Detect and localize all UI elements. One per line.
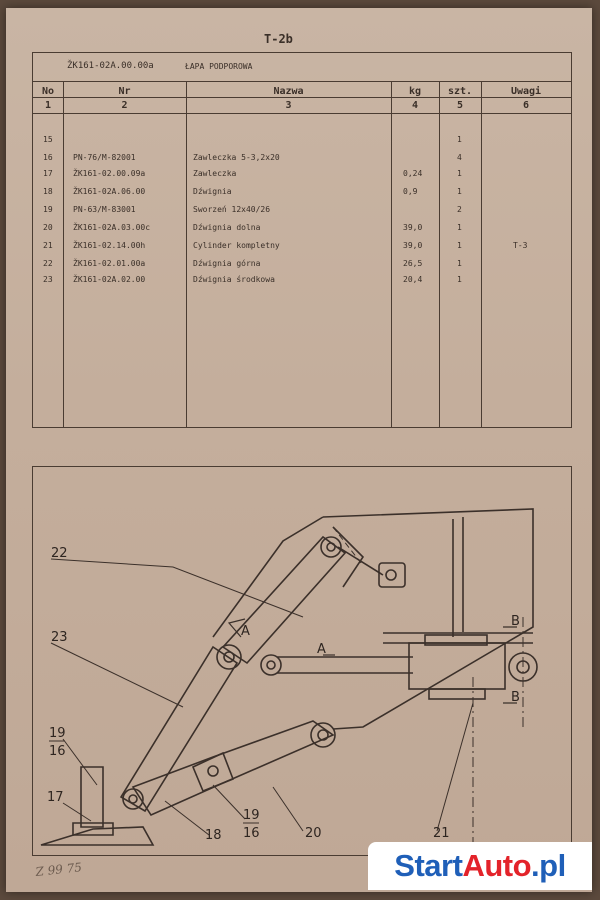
callout-16-lower: 16 [243,826,260,841]
cell-no: 20 [43,223,53,232]
startauto-logo [368,842,592,890]
cell-nazwa: Sworzeń 12x40/26 [193,205,271,214]
callout-18: 18 [205,828,222,843]
cell-szt: 1 [457,259,462,268]
handwriting-text: Z 99 75 [34,860,83,879]
outrigger-assembly-drawing [33,467,573,857]
callout-21: 21 [433,826,450,841]
cell-nazwa: Zawleczka 5-3,2x20 [193,153,280,162]
cell-nr: ŽK161-02A.03.00c [73,223,151,232]
cell-kg: 0,9 [403,187,418,196]
column-header-no: No [41,86,55,97]
callout-17: 17 [47,790,64,805]
cell-nr: ŽK161-02.14.00h [73,241,146,250]
column-divider [391,81,392,427]
cell-no: 15 [43,135,53,144]
callout-23: 23 [51,630,68,645]
frame-outline [323,509,533,729]
header-divider [33,113,571,114]
cell-no: 21 [43,241,53,250]
column-number: 4 [411,100,419,111]
cell-no: 16 [43,153,53,162]
callout-19-lower: 19 [243,808,260,823]
column-header-nazwa: Nazwa [273,86,304,97]
column-divider [186,81,187,427]
cell-szt: 4 [457,153,462,162]
cell-kg: 26,5 [403,259,423,268]
cell-nr: ŽK161-02A.06.00 [73,187,146,196]
logo-part-start: Start [394,848,463,883]
cell-szt: 1 [457,135,462,144]
cell-no: 19 [43,205,53,214]
column-divider [63,81,64,427]
cell-no: 23 [43,275,53,284]
section-mark-a: A [241,624,250,639]
assembly-code: ŽK161-02A.00.00a [67,61,154,71]
callout-22: 22 [51,546,68,561]
column-number: 5 [456,100,464,111]
cell-nazwa: Zawleczka [193,169,237,178]
cell-kg: 39,0 [403,223,423,232]
column-header-nr: Nr [118,86,131,97]
callout-20: 20 [305,826,322,841]
cell-no: 17 [43,169,53,178]
cell-szt: 1 [457,241,462,250]
document-page [6,8,592,892]
column-header-szt: szt. [447,86,473,97]
cell-szt: 1 [457,169,462,178]
cell-uwagi: T-3 [513,241,528,250]
cell-nazwa: Dźwignia środkowa [193,275,275,284]
cell-kg: 0,24 [403,169,423,178]
logo-part-domain: .pl [531,848,566,883]
column-header-kg: kg [408,86,422,97]
cylinder-body [409,643,505,689]
column-header-uwagi: Uwagi [510,86,542,97]
callout-16: 16 [49,744,66,759]
cell-nazwa: Dźwignia dolna [193,223,261,232]
callout-19: 19 [49,726,66,741]
cylinder-rod [277,657,413,673]
parts-table [32,52,572,428]
column-number: 2 [121,100,128,111]
column-number: 6 [522,100,530,111]
assembly-name: ŁAPA PODPOROWA [185,62,253,71]
handwritten-note [6,850,86,890]
middle-lever [121,647,237,811]
column-number: 3 [285,100,292,111]
cell-nr: ŽK161-02A.02.00 [73,275,146,284]
cell-kg: 39,0 [403,241,423,250]
cell-no: 22 [43,259,53,268]
page-code: T-2b [264,32,293,46]
lower-lever [133,721,333,815]
logo-part-auto: Auto [462,848,532,883]
cell-nr: PN-63/M-83001 [73,205,136,214]
cell-nazwa: Cylinder kompletny [193,241,280,250]
cell-szt: 1 [457,187,462,196]
technical-drawing [32,466,572,856]
section-mark-b: B [511,690,520,705]
section-mark-b: B [511,614,520,629]
cell-szt: 2 [457,205,462,214]
cell-no: 18 [43,187,53,196]
cell-szt: 1 [457,275,462,284]
assembly-header [33,53,571,82]
cell-nazwa: Dźwignia [193,187,232,196]
column-divider [439,81,440,427]
header-divider [33,97,571,98]
cell-nr: ŽK161-02.00.09a [73,169,146,178]
foot-pad [41,827,153,845]
column-divider [481,81,482,427]
cell-szt: 1 [457,223,462,232]
cell-kg: 20,4 [403,275,423,284]
cell-nr: PN-76/M-82001 [73,153,136,162]
column-number: 1 [44,100,52,111]
cell-nr: ŽK161-02.01.00a [73,259,146,268]
cell-nazwa: Dźwignia górna [193,259,261,268]
section-mark-a: A [317,642,326,657]
